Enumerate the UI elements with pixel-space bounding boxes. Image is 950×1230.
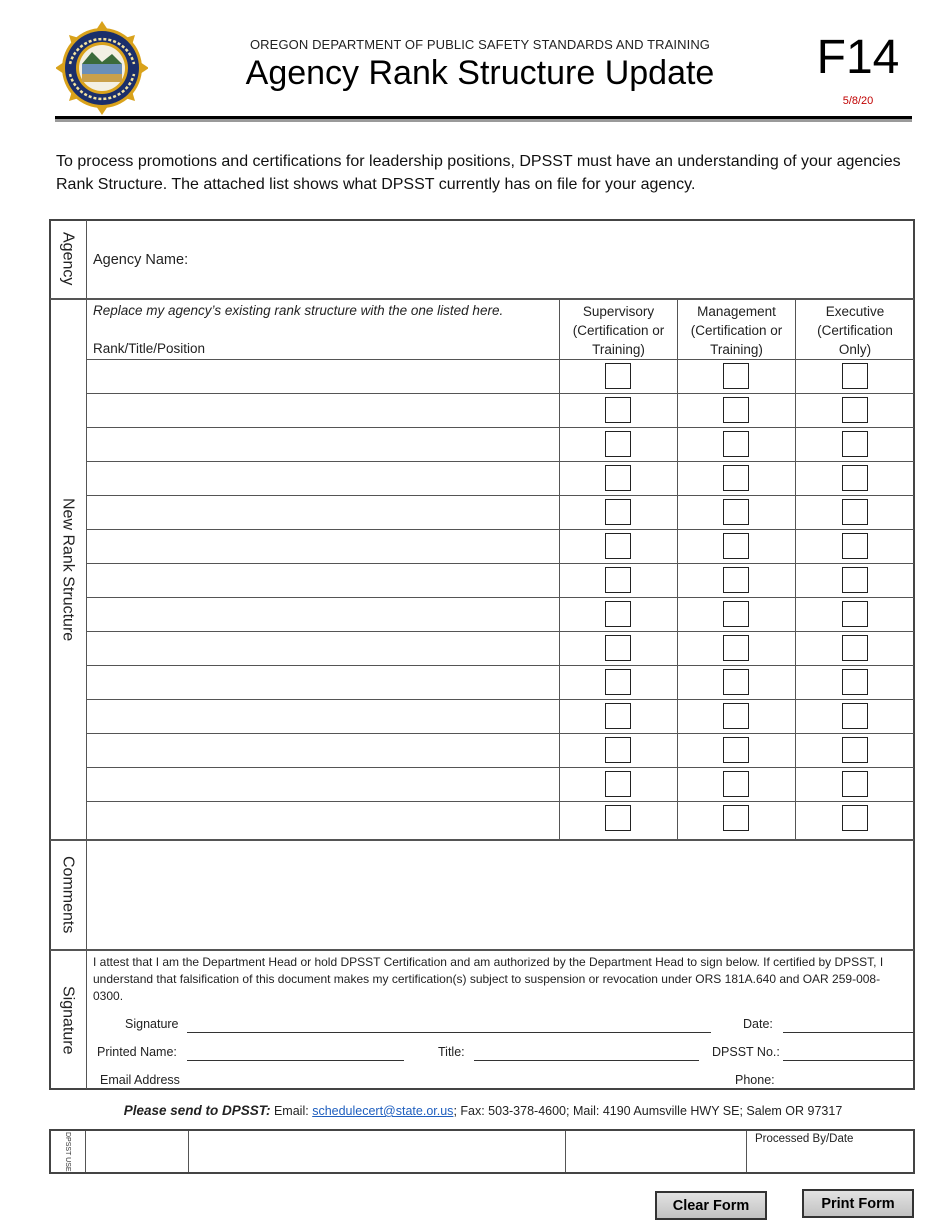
supervisory-checkbox[interactable] xyxy=(605,567,631,593)
column-divider-supervisory xyxy=(559,300,560,839)
rank-title-field[interactable] xyxy=(87,632,558,665)
dpsst-no-field[interactable] xyxy=(783,1060,913,1061)
management-checkbox[interactable] xyxy=(723,771,749,797)
rank-title-field[interactable] xyxy=(87,496,558,529)
signature-field[interactable] xyxy=(187,1032,711,1033)
rank-title-field[interactable] xyxy=(87,462,558,495)
rank-title-field[interactable] xyxy=(87,768,558,801)
department-name: OREGON DEPARTMENT OF PUBLIC SAFETY STANDARDS AND TRAINING xyxy=(249,37,711,52)
supervisory-checkbox[interactable] xyxy=(605,465,631,491)
agency-name-label: Agency Name: xyxy=(93,252,189,268)
management-checkbox[interactable] xyxy=(723,737,749,763)
supervisory-checkbox[interactable] xyxy=(605,805,631,831)
printed-name-field[interactable] xyxy=(187,1060,404,1061)
management-checkbox[interactable] xyxy=(723,431,749,457)
executive-checkbox[interactable] xyxy=(842,397,868,423)
section-signature: Signature xyxy=(59,985,77,1055)
signature-label: Signature xyxy=(125,1017,179,1031)
rank-title-field[interactable] xyxy=(87,802,558,835)
rank-instruction: Replace my agency’s existing rank structure with the one listed here. xyxy=(93,303,504,318)
printed-name-label: Printed Name: xyxy=(97,1045,177,1059)
send-to-line xyxy=(50,1103,916,1118)
executive-checkbox[interactable] xyxy=(842,431,868,457)
send-email-link[interactable]: schedulecert@state.or.us xyxy=(312,1104,454,1118)
title-label: Title: xyxy=(438,1045,465,1059)
clear-form-button[interactable]: Clear Form xyxy=(655,1191,767,1220)
comments-field[interactable] xyxy=(87,842,913,948)
rank-title-field[interactable] xyxy=(87,666,558,699)
management-checkbox[interactable] xyxy=(723,533,749,559)
management-checkbox[interactable] xyxy=(723,601,749,627)
column-divider-executive xyxy=(795,300,796,839)
send-details: ; Fax: 503-378-4600; Mail: 4190 Aumsville HWY SE; Salem OR 97317 xyxy=(453,1104,843,1118)
executive-checkbox[interactable] xyxy=(842,567,868,593)
executive-checkbox[interactable] xyxy=(842,499,868,525)
phone-label: Phone: xyxy=(735,1073,775,1087)
rank-column-header: Rank/Title/Position xyxy=(93,341,206,356)
executive-checkbox[interactable] xyxy=(842,601,868,627)
executive-checkbox[interactable] xyxy=(842,805,868,831)
rank-title-field[interactable] xyxy=(87,530,558,563)
rank-title-field[interactable] xyxy=(87,394,558,427)
use-divider-1 xyxy=(85,1131,86,1172)
use-divider-3 xyxy=(565,1131,566,1172)
management-checkbox[interactable] xyxy=(723,567,749,593)
management-checkbox[interactable] xyxy=(723,669,749,695)
section-new-rank-structure: New Rank Structure xyxy=(59,497,77,642)
rank-title-field[interactable] xyxy=(87,598,558,631)
management-checkbox[interactable] xyxy=(723,499,749,525)
print-form-button[interactable]: Print Form xyxy=(802,1189,914,1218)
form-date: 5/8/20 xyxy=(842,95,874,107)
page-title: Agency Rank Structure Update xyxy=(245,54,715,92)
supervisory-checkbox[interactable] xyxy=(605,669,631,695)
agency-divider xyxy=(50,298,914,300)
executive-checkbox[interactable] xyxy=(842,533,868,559)
executive-checkbox[interactable] xyxy=(842,669,868,695)
rank-title-field[interactable] xyxy=(87,428,558,461)
management-header: Management (Certification or Training) xyxy=(690,304,783,357)
rank-title-field[interactable] xyxy=(87,734,558,767)
executive-checkbox[interactable] xyxy=(842,771,868,797)
use-divider-4 xyxy=(746,1131,747,1172)
supervisory-checkbox[interactable] xyxy=(605,431,631,457)
supervisory-checkbox[interactable] xyxy=(605,499,631,525)
supervisory-header: Supervisory (Certification or Training) xyxy=(572,304,665,357)
rank-divider xyxy=(50,839,914,841)
executive-checkbox[interactable] xyxy=(842,465,868,491)
rank-title-field[interactable] xyxy=(87,360,558,393)
header-rule-shadow xyxy=(55,119,912,122)
executive-checkbox[interactable] xyxy=(842,635,868,661)
dpsst-no-label: DPSST No.: xyxy=(712,1045,780,1059)
dpsst-seal-icon xyxy=(56,20,148,116)
supervisory-checkbox[interactable] xyxy=(605,601,631,627)
intro-text: To process promotions and certifications for leadership positions, DPSST must have an understanding of your agencies Rank Structure. The attached list shows what DPSST currently has on file for your agency. xyxy=(56,153,901,193)
title-field[interactable] xyxy=(474,1060,699,1061)
management-checkbox[interactable] xyxy=(723,635,749,661)
dpsst-use-label: DPSST USE xyxy=(64,1131,71,1172)
email-label: Email Address xyxy=(100,1073,180,1087)
section-comments: Comments xyxy=(59,856,77,934)
executive-checkbox[interactable] xyxy=(842,363,868,389)
rank-title-field[interactable] xyxy=(87,564,558,597)
supervisory-checkbox[interactable] xyxy=(605,363,631,389)
send-email-label: Email: xyxy=(273,1104,309,1118)
supervisory-checkbox[interactable] xyxy=(605,635,631,661)
processed-by-label: Processed By/Date xyxy=(755,1133,854,1145)
executive-header: Executive (Certification Only) xyxy=(817,304,893,357)
date-field[interactable] xyxy=(783,1032,913,1033)
supervisory-checkbox[interactable] xyxy=(605,397,631,423)
executive-checkbox[interactable] xyxy=(842,737,868,763)
supervisory-checkbox[interactable] xyxy=(605,703,631,729)
management-checkbox[interactable] xyxy=(723,805,749,831)
supervisory-checkbox[interactable] xyxy=(605,771,631,797)
management-checkbox[interactable] xyxy=(723,363,749,389)
comments-divider xyxy=(50,949,914,951)
supervisory-checkbox[interactable] xyxy=(605,533,631,559)
management-checkbox[interactable] xyxy=(723,703,749,729)
form-number: F14 xyxy=(816,31,900,84)
supervisory-checkbox[interactable] xyxy=(605,737,631,763)
date-label: Date: xyxy=(743,1017,773,1031)
column-divider-management xyxy=(677,300,678,839)
section-agency: Agency xyxy=(59,232,77,286)
management-checkbox[interactable] xyxy=(723,397,749,423)
use-divider-2 xyxy=(188,1131,189,1172)
send-lead: Please send to DPSST: xyxy=(123,1103,271,1118)
attestation-text: I attest that I am the Department Head or hold DPSST Certification and am authorized by the Department Head to sign below. If certified by DPSST, I understand that falsification of this document makes my certification(s) subject to suspension or revocation under ORS 181A.640 and OAR 259-008-0300. xyxy=(93,955,884,1003)
management-checkbox[interactable] xyxy=(723,465,749,491)
rank-title-field[interactable] xyxy=(87,700,558,733)
executive-checkbox[interactable] xyxy=(842,703,868,729)
